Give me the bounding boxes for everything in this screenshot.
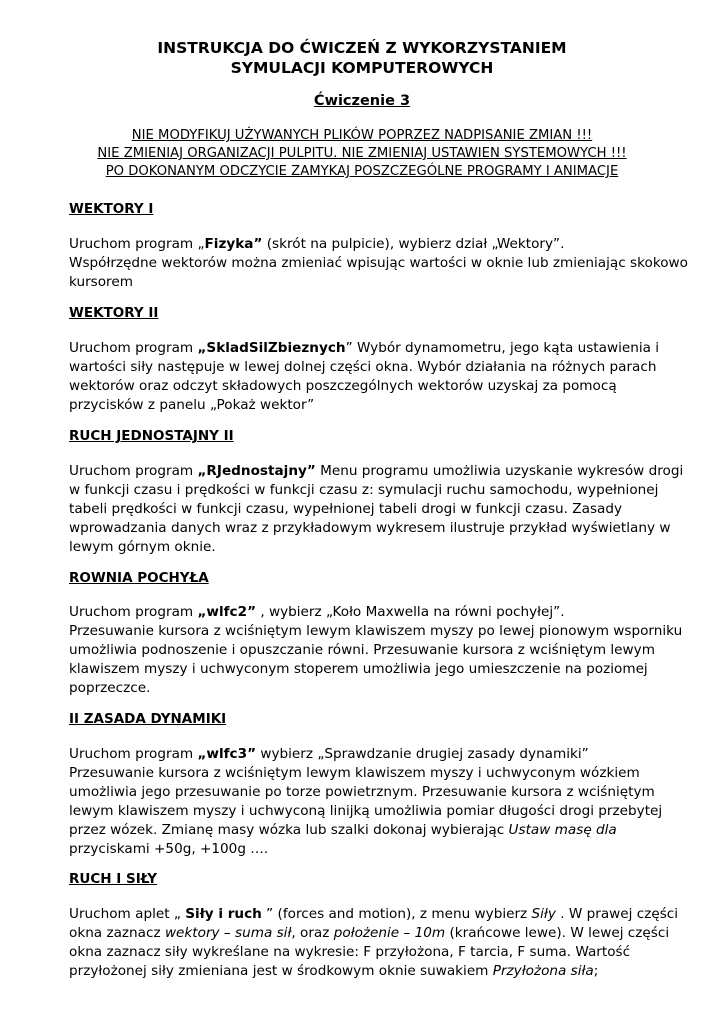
text-span: Uruchom program [69, 746, 198, 762]
italic-term: Siły [531, 906, 556, 922]
section-heading-wektory-2: WEKTORY II [69, 305, 159, 321]
warnings-block [0, 127, 724, 181]
text-line: przyciskami +50g, +100g …. [69, 841, 269, 857]
section-heading-wektory-1: WEKTORY I [69, 201, 154, 217]
warning-line-2: NIE ZMIENIAJ ORGANIZACJI PULPITU. NIE ZMIENIAJ USTAWIEN SYSTEMOWYCH !!! [97, 146, 627, 161]
title-line-1: INSTRUKCJA DO ĆWICZEŃ Z WYKORZYSTANIEM [157, 39, 567, 57]
warning-line-3: PO DOKONANYM ODCZYCIE ZAMYKAJ POSZCZEGÓLNE PROGRAMY I ANIMACJE [105, 164, 619, 179]
text-span: przyłożonej siły zmieniana jest w środkowym oknie suwakiem [69, 963, 493, 979]
text-line: przycisków z panelu „Pokaż wektor” [69, 397, 315, 413]
exercise-heading: Ćwiczenie 3 [313, 93, 411, 109]
text-line: Przesuwanie kursora z wciśniętym lewym klawiszem myszy po lewej pionowym wsporniku [69, 623, 683, 639]
text-span: Menu programu umożliwia uzyskanie wykresów drogi [315, 463, 684, 479]
section-body-ruch-jednostajny [69, 462, 684, 557]
program-name: „wlfc2” [197, 604, 257, 620]
text-line: wprowadzania danych wraz z przykładowym wykresem ilustruje przykład wyświetlany w [69, 520, 671, 536]
text-line: poprzeczce. [69, 680, 151, 696]
text-span: (krańcowe lewe). W lewej części [445, 925, 670, 941]
text-line: umożliwia jego przesuwanie po torze powietrznym. Przesuwanie kursora z wciśniętym [69, 784, 655, 800]
text-span: okna zaznacz [69, 925, 165, 941]
text-span: Uruchom program [69, 604, 198, 620]
text-span: Uruchom aplet „ [69, 906, 186, 922]
section-body-rownia [69, 603, 683, 698]
text-span: , wybierz „Koło Maxwella na równi pochyłej”. [256, 604, 565, 620]
text-line: wektorów oraz odczyt składowych poszczególnych wektorów uzyskaj za pomocą [69, 378, 617, 394]
program-name: „SkladSilZbieznych [197, 340, 346, 356]
italic-term: Przyłożona siła [492, 963, 594, 979]
text-span: Uruchom program [69, 463, 198, 479]
text-line: wartości siły następuje w lewej dolnej części okna. Wybór działania na różnych parach [69, 359, 657, 375]
program-name: Siły i ruch [185, 906, 262, 922]
text-span: wybierz „Sprawdzanie drugiej zasady dynamiki” [256, 746, 589, 762]
document-title [0, 38, 724, 78]
italic-term: wektory – suma sił [164, 925, 292, 941]
section-heading-ruch-sily: RUCH I SIŁY [69, 871, 158, 887]
text-line: klawiszem myszy i uchwyconym stoperem umożliwia jego umieszczenie na poziomej [69, 661, 648, 677]
text-span: Uruchom program [69, 340, 198, 356]
text-span: , oraz [291, 925, 334, 941]
text-span: ; [593, 963, 599, 979]
text-line: Przesuwanie kursora z wciśniętym lewym klawiszem myszy i uchwyconym wózkiem [69, 765, 640, 781]
section-body-ruch-sily [69, 905, 679, 981]
text-line: lewym górnym oknie. [69, 539, 216, 555]
program-name: „RJednostajny” [197, 463, 316, 479]
text-span: ” Wybór dynamometru, jego kąta ustawienia i [345, 340, 660, 356]
text-line: umożliwia podnoszenie i opuszczanie równi. Przesuwanie kursora z wciśniętym lewym [69, 642, 655, 658]
program-name: „wlfc3” [197, 746, 257, 762]
section-body-zasada [69, 745, 669, 859]
text-line: kursorem [69, 274, 133, 290]
text-line: w funkcji czasu i prędkości w funkcji czasu z: symulacji ruchu samochodu, wypełnionej [69, 482, 659, 498]
text-span: ” (forces and motion), z menu wybierz [261, 906, 532, 922]
text-line: tabeli prędkości w funkcji czasu, wypełnionej tabeli drogi w funkcji czasu. Zasady [69, 501, 623, 517]
title-line-2: SYMULACJI KOMPUTEROWYCH [230, 59, 494, 77]
italic-term: Ustaw masę dla [508, 822, 617, 838]
text-span: (skrót na pulpicie), wybierz dział „Wektory”. [262, 236, 565, 252]
section-heading-zasada: II ZASADA DYNAMIKI [69, 711, 227, 727]
program-name: Fizyka” [204, 236, 263, 252]
text-span: . W prawej części [555, 906, 679, 922]
text-line: Współrzędne wektorów można zmieniać wpisując wartości w oknie lub zmieniając skokowo [69, 255, 688, 271]
section-body-wektory-2 [69, 339, 669, 415]
italic-term: położenie – 10m [333, 925, 446, 941]
text-line: lewym klawiszem myszy i uchwyconą linijką umożliwia pomiar długości drogi przebytej [69, 803, 663, 819]
section-body-wektory-1 [69, 235, 688, 292]
warning-line-1: NIE MODYFIKUJ UŻYWANYCH PLIKÓW POPRZEZ NADPISANIE ZMIAN !!! [131, 128, 593, 143]
text-span: Uruchom program „ [69, 236, 205, 252]
text-span: przez wózek. Zmianę masy wózka lub szalki dokonaj wybierając [69, 822, 509, 838]
section-heading-rownia: ROWNIA POCHYŁA [69, 570, 209, 586]
text-line: okna zaznacz siły wykreślane na wykresie: F przyłożona, F tarcia, F suma. Wartość [69, 944, 631, 960]
section-heading-ruch-jednostajny: RUCH JEDNOSTAJNY II [69, 428, 234, 444]
